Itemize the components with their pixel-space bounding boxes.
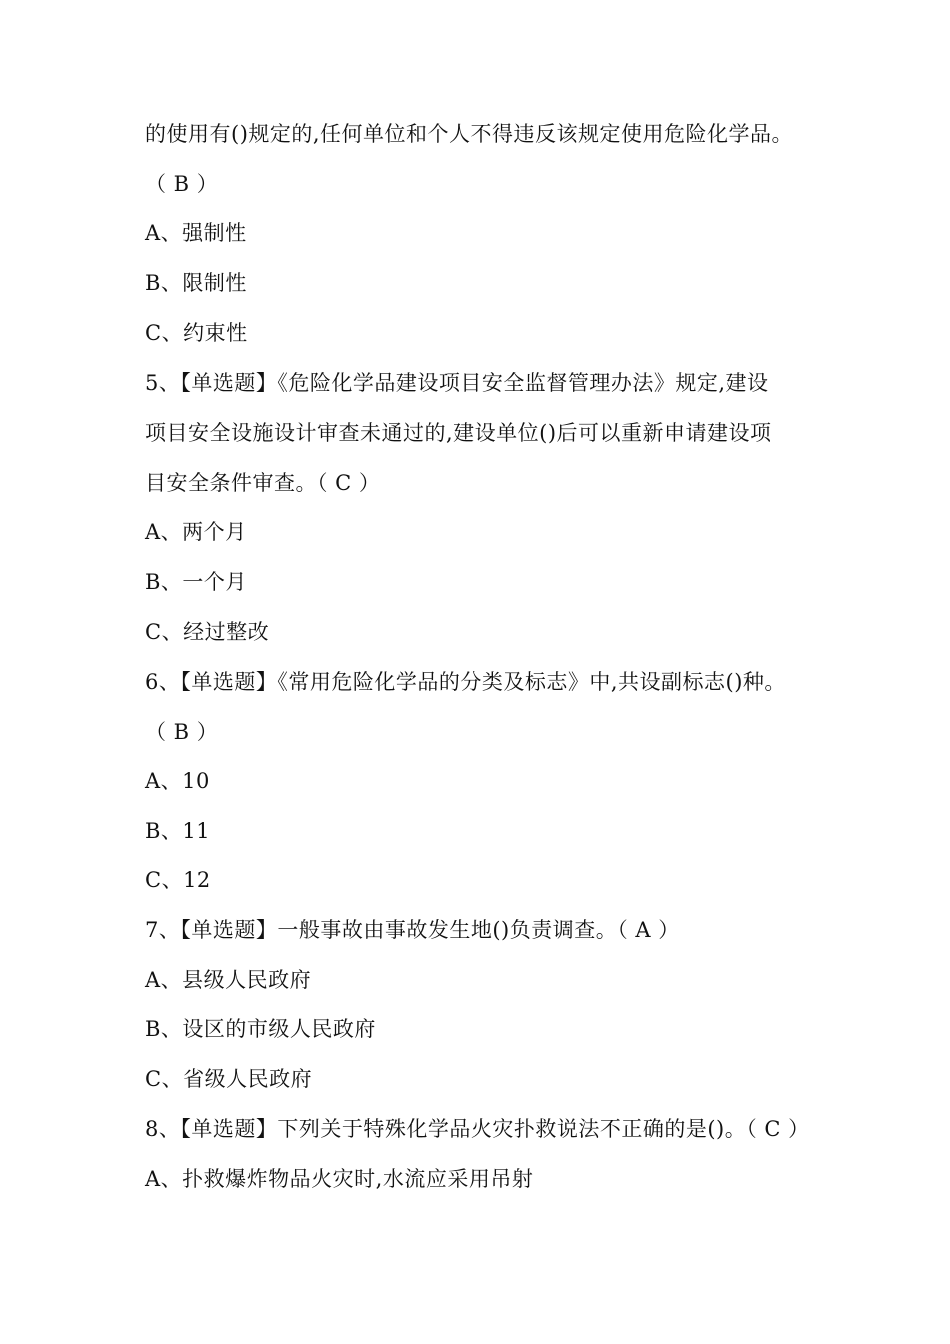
question-4-option-c: C、约束性 <box>145 321 248 345</box>
question-6-text: 6、【单选题】《常用危险化学品的分类及标志》中,共设副标志()种。 <box>145 670 786 694</box>
question-6-option-c: C、12 <box>145 868 211 892</box>
question-5-text-line2: 项目安全设施设计审查未通过的,建设单位()后可以重新申请建设项 <box>145 421 772 445</box>
question-6-option-a: A、10 <box>145 769 210 793</box>
question-7-option-c: C、省级人民政府 <box>145 1067 313 1091</box>
question-6-option-b: B、11 <box>145 819 211 843</box>
question-6-answer: （ B ） <box>145 720 219 744</box>
question-5-option-c: C、经过整改 <box>145 620 270 644</box>
question-5-option-a: A、两个月 <box>145 520 247 544</box>
question-5-text-line3: 目安全条件审查。（ C ） <box>145 471 381 495</box>
question-4-text-cont: 的使用有()规定的,任何单位和个人不得违反该规定使用危险化学品。 <box>145 122 794 146</box>
question-5-option-b: B、一个月 <box>145 570 247 594</box>
question-8-text: 8、【单选题】下列关于特殊化学品火灾扑救说法不正确的是()。（ C ） <box>145 1117 810 1141</box>
question-4-option-a: A、强制性 <box>145 221 247 245</box>
question-4-option-b: B、限制性 <box>145 271 247 295</box>
question-5-text-line1: 5、【单选题】《危险化学品建设项目安全监督管理办法》规定,建设 <box>145 371 769 395</box>
question-4-answer: （ B ） <box>145 172 219 196</box>
question-7-option-a: A、县级人民政府 <box>145 968 312 992</box>
question-7-option-b: B、设区的市级人民政府 <box>145 1017 376 1041</box>
question-7-text: 7、【单选题】一般事故由事故发生地()负责调查。（ A ） <box>145 918 680 942</box>
question-8-option-a: A、扑救爆炸物品火灾时,水流应采用吊射 <box>145 1167 534 1191</box>
